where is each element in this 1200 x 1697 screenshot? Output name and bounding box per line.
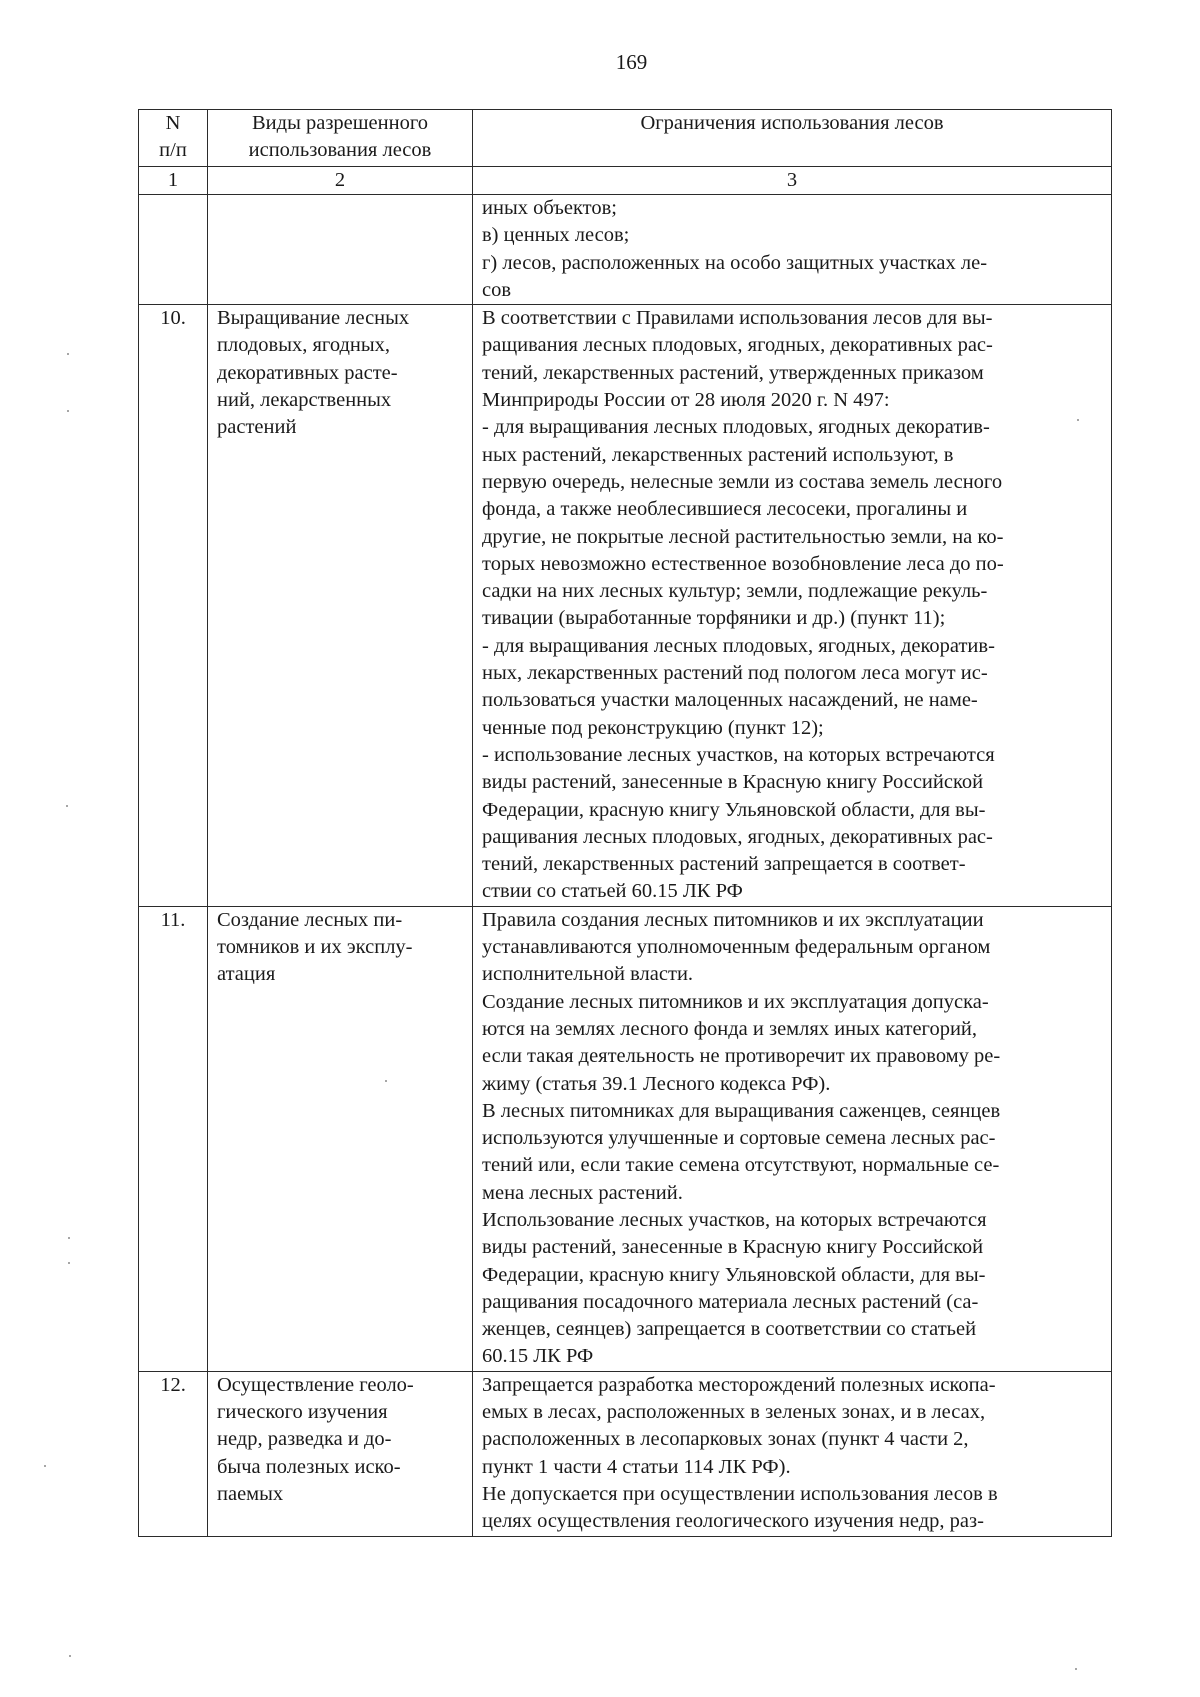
use-kind-line: быча полезных иско- — [217, 1455, 401, 1478]
scan-speck — [68, 1237, 70, 1239]
restriction-line: ращивания лесных плодовых, ягодных, декоративных рас- — [482, 825, 993, 848]
scan-speck — [67, 353, 69, 355]
use-kind-line: паемых — [217, 1482, 284, 1505]
restriction-line: первую очередь, нелесные земли из состава земель лесного — [482, 470, 1003, 493]
row-use-kind — [208, 906, 473, 1371]
forest-use-restrictions-table — [138, 109, 1112, 1537]
header-kind-line: использования лесов — [248, 139, 432, 161]
row-number — [139, 195, 208, 305]
restriction-line: иных объектов; — [482, 197, 617, 219]
restriction-line: используются улучшенные и сортовые семена лесных рас- — [482, 1127, 996, 1150]
use-kind-line: томников и их эксплу- — [217, 936, 413, 959]
restriction-line: пользоваться участки малоценных насаждений, не наме- — [482, 689, 978, 712]
restriction-line: садки на них лесных культур; земли, подлежащие рекуль- — [482, 580, 988, 603]
restriction-line: виды растений, занесенные в Красную книгу Российской — [482, 1236, 984, 1259]
column-number-row — [139, 167, 1112, 195]
restriction-line: ются на землях лесного фонда и землях иных категорий, — [482, 1017, 978, 1040]
restriction-line: виды растений, занесенные в Красную книгу Российской — [482, 771, 984, 794]
table-row — [139, 195, 1112, 305]
table-body — [139, 195, 1112, 1537]
restriction-line: - использование лесных участков, на которых встречаются — [482, 743, 995, 766]
row-restrictions — [473, 906, 1112, 1371]
restriction-line: 60.15 ЛК РФ — [482, 1345, 594, 1368]
header-number-line: п/п — [159, 139, 187, 161]
row-restrictions — [473, 305, 1112, 907]
restriction-line: тений, лекарственных растений, утвержденных приказом — [482, 361, 984, 384]
restriction-line: емых в лесах, расположенных в зеленых зонах, и в лесах, — [482, 1401, 986, 1424]
restriction-line: ченные под реконструкцию (пункт 12); — [482, 716, 824, 739]
restriction-line: ращивания лесных плодовых, ягодных, декоративных рас- — [482, 334, 993, 357]
restriction-line: устанавливаются уполномоченным федеральным органом — [482, 936, 991, 959]
use-kind-line: плодовых, ягодных, — [217, 334, 391, 357]
restriction-line: Запрещается разработка месторождений полезных ископа- — [482, 1373, 996, 1396]
row-number: 11. — [139, 906, 208, 1371]
restriction-line: Федерации, красную книгу Ульяновской области, для вы- — [482, 798, 986, 821]
column-number: 2 — [208, 167, 473, 195]
header-number — [139, 110, 208, 167]
restriction-line: тивации (выработанные торфяники и др.) (пункт 11); — [482, 607, 946, 630]
restriction-line: - для выращивания лесных плодовых, ягодных, декоратив- — [482, 634, 995, 657]
restriction-line: тений, лекарственных растений запрещается в соответ- — [482, 853, 966, 876]
header-restrictions: Ограничения использования лесов — [473, 110, 1112, 167]
restriction-line: - для выращивания лесных плодовых, ягодных декоратив- — [482, 416, 990, 439]
restriction-line: ных растений, лекарственных растений используют, в — [482, 443, 954, 466]
restriction-line: ращивания посадочного материала лесных растений (са- — [482, 1290, 979, 1313]
page-number: 169 — [615, 50, 648, 74]
header-kind — [208, 110, 473, 167]
row-number: 12. — [139, 1371, 208, 1536]
table-header-row — [139, 110, 1112, 167]
restriction-line: В соответствии с Правилами использования лесов для вы- — [482, 307, 993, 330]
scan-speck — [1075, 1668, 1077, 1670]
scan-speck — [1077, 419, 1079, 421]
scan-speck — [67, 410, 69, 412]
restriction-line: торых невозможно естественное возобновление леса до по- — [482, 552, 1004, 575]
use-kind-line: растений — [217, 416, 297, 439]
restriction-line: жиму (статья 39.1 Лесного кодекса РФ). — [482, 1072, 831, 1095]
restriction-line: г) лесов, расположенных на особо защитных участках ле- — [482, 251, 988, 274]
table-row — [139, 906, 1112, 1371]
table-row — [139, 1371, 1112, 1536]
row-use-kind — [208, 195, 473, 305]
scan-speck — [44, 1465, 46, 1467]
scan-speck — [69, 1655, 71, 1657]
restriction-line: другие, не покрытые лесной растительностью земли, на ко- — [482, 525, 1004, 548]
restriction-line: Создание лесных питомников и их эксплуатация допуска- — [482, 990, 989, 1013]
header-kind-line: Виды разрешенного — [252, 112, 428, 134]
restriction-line: Правила создания лесных питомников и их эксплуатации — [482, 908, 984, 931]
restriction-line: ных, лекарственных растений под пологом леса могут ис- — [482, 662, 988, 685]
restriction-line: в) ценных лесов; — [482, 224, 630, 247]
restriction-line: пункт 1 части 4 статьи 114 ЛК РФ). — [482, 1455, 791, 1478]
restriction-line: Минприроды России от 28 июля 2020 г. N 497: — [482, 389, 890, 412]
restriction-line: целях осуществления геологического изучения недр, раз- — [482, 1510, 984, 1533]
restriction-line: Использование лесных участков, на которых встречаются — [482, 1208, 987, 1231]
row-restrictions — [473, 195, 1112, 305]
use-kind-line: недр, разведка и до- — [217, 1428, 392, 1451]
row-use-kind — [208, 305, 473, 907]
table-row — [139, 305, 1112, 907]
row-restrictions — [473, 1371, 1112, 1536]
use-kind-line: Выращивание лесных — [217, 307, 410, 330]
restriction-line: Федерации, красную книгу Ульяновской области, для вы- — [482, 1263, 986, 1286]
use-kind-line: Создание лесных пи- — [217, 908, 403, 931]
use-kind-line: Осуществление геоло- — [217, 1373, 414, 1396]
restriction-line: фонда, а также необлесившиеся лесосеки, прогалины и — [482, 498, 968, 521]
header-number-line: N — [165, 112, 181, 134]
column-number: 3 — [473, 167, 1112, 195]
use-kind-line: ний, лекарственных — [217, 389, 392, 412]
scan-speck — [68, 1262, 70, 1264]
restriction-line: Не допускается при осуществлении использования лесов в — [482, 1482, 998, 1505]
restriction-line: расположенных в лесопарковых зонах (пункт 4 части 2, — [482, 1428, 969, 1451]
use-kind-line: атация — [217, 963, 276, 986]
row-number: 10. — [139, 305, 208, 907]
scan-speck — [385, 1080, 387, 1082]
restriction-line: тений или, если такие семена отсутствуют, нормальные се- — [482, 1154, 1000, 1177]
use-kind-line: гического изучения — [217, 1401, 388, 1424]
scan-speck — [66, 805, 68, 807]
restriction-line: сов — [482, 278, 512, 301]
restriction-line: В лесных питомниках для выращивания саженцев, сеянцев — [482, 1099, 1001, 1122]
row-use-kind — [208, 1371, 473, 1536]
restriction-line: исполнительной власти. — [482, 963, 694, 986]
restriction-line: если такая деятельность не противоречит их правовому ре- — [482, 1045, 1001, 1068]
use-kind-line: декоративных расте- — [217, 361, 398, 384]
restriction-line: женцев, сеянцев) запрещается в соответствии со статьей — [482, 1318, 977, 1341]
column-number: 1 — [139, 167, 208, 195]
restriction-line: ствии со статьей 60.15 ЛК РФ — [482, 880, 743, 903]
restriction-line: мена лесных растений. — [482, 1181, 683, 1204]
